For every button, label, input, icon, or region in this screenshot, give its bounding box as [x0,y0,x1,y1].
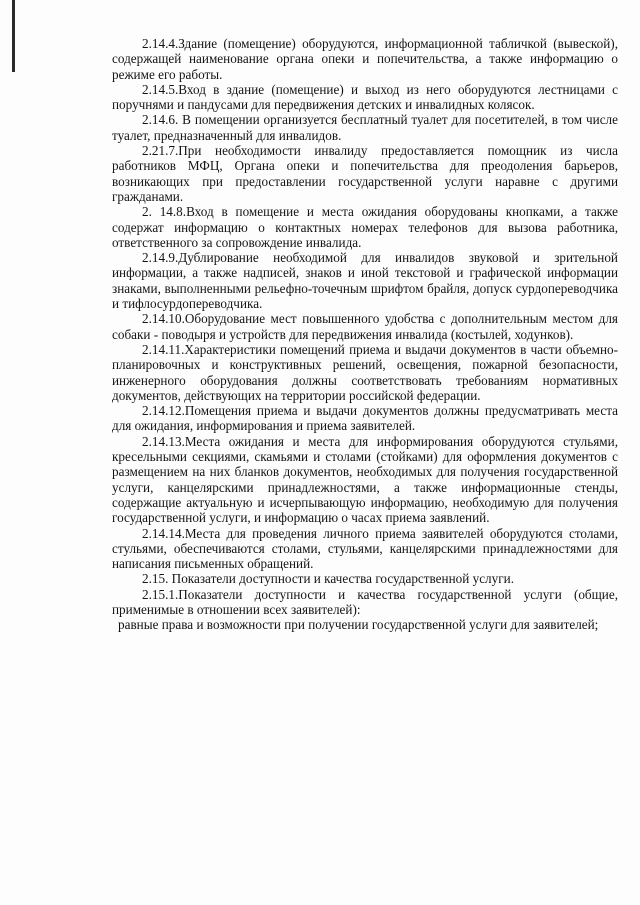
paragraph-2-14-8: 2. 14.8.Вход в помещение и места ожидания оборудованы кнопками, а также содержат информацию о контактных номерах телефонов для вызова работника, ответственного за сопровождение инвалида. [112,204,618,250]
paragraph-2-14-9: 2.14.9.Дублирование необходимой для инвалидов звуковой и зрительной информации, а также надписей, знаков и иной текстовой и графической информации знаками, выполненными рельефно-точечным шрифтом брайля, допуск сурдопереводчика и тифлосурдопереводчика. [112,250,618,312]
document-body [112,36,618,633]
scan-edge-mark [12,0,15,72]
paragraph-2-14-6: 2.14.6. В помещении организуется бесплатный туалет для посетителей, в том числе туалет, предназначенный для инвалидов. [112,112,618,143]
paragraph-2-14-10: 2.14.10.Оборудование мест повышенного удобства с дополнительным местом для собаки - поводыря и устройств для передвижения инвалида (костылей, ходунков). [112,311,618,342]
paragraph-2-14-13: 2.14.13.Места ожидания и места для информирования оборудуются стульями, кресельными секциями, скамьями и столами (стойками) для оформления документов с размещением на них бланков документов, необходимых для получения государственной услуги, канцелярскими принадлежностями, а также информационные стенды, содержащие актуальную и исчерпывающую информацию, необходимую для получения государственной услуги, и информацию о часах приема заявлений. [112,433,618,526]
paragraph-equal-rights: равные права и возможности при получении государственной услуги для заявителей; [118,617,599,633]
paragraph-2-21-7: 2.21.7.При необходимости инвалиду предоставляется помощник из числа работников МФЦ, Органа опеки и попечительства для преодоления барьеров, возникающих при предоставлении государственной услуги наравне с другими гражданами. [112,143,618,204]
paragraph-2-14-14: 2.14.14.Места для проведения личного приема заявителей оборудуются столами, стульями, обеспечиваются столами, стульями, канцелярскими принадлежностями для написания письменных обращений. [112,525,618,572]
paragraph-2-14-5: 2.14.5.Вход в здание (помещение) и выход из него оборудуются лестницами с поручнями и пандусами для передвижения детских и инвалидных колясок. [112,81,618,113]
paragraph-2-14-12: 2.14.12.Помещения приема и выдачи документов должны предусматривать места для ожидания, информирования и приема заявителей. [112,403,618,434]
paragraph-2-15-1: 2.15.1.Показатели доступности и качества государственной услуги (общие, применимые в отношении всех заявителей): [112,586,618,617]
paragraph-2-14-11: 2.14.11.Характеристики помещений приема и выдачи документов в части объемно-планировочных и конструктивных решений, освещения, пожарной безопасности, инженерного оборудования должны соответствовать требованиям нормативных документов, действующих на территории российской федерации. [112,341,618,403]
paragraph-2-14-4: 2.14.4.Здание (помещение) оборудуются, информационной табличкой (вывеской), содержащей наименование органа опеки и попечительства, а также информацию о режиме его работы. [112,36,618,82]
section-heading-2-15: 2.15. Показатели доступности и качества государственной услуги. [142,571,514,587]
